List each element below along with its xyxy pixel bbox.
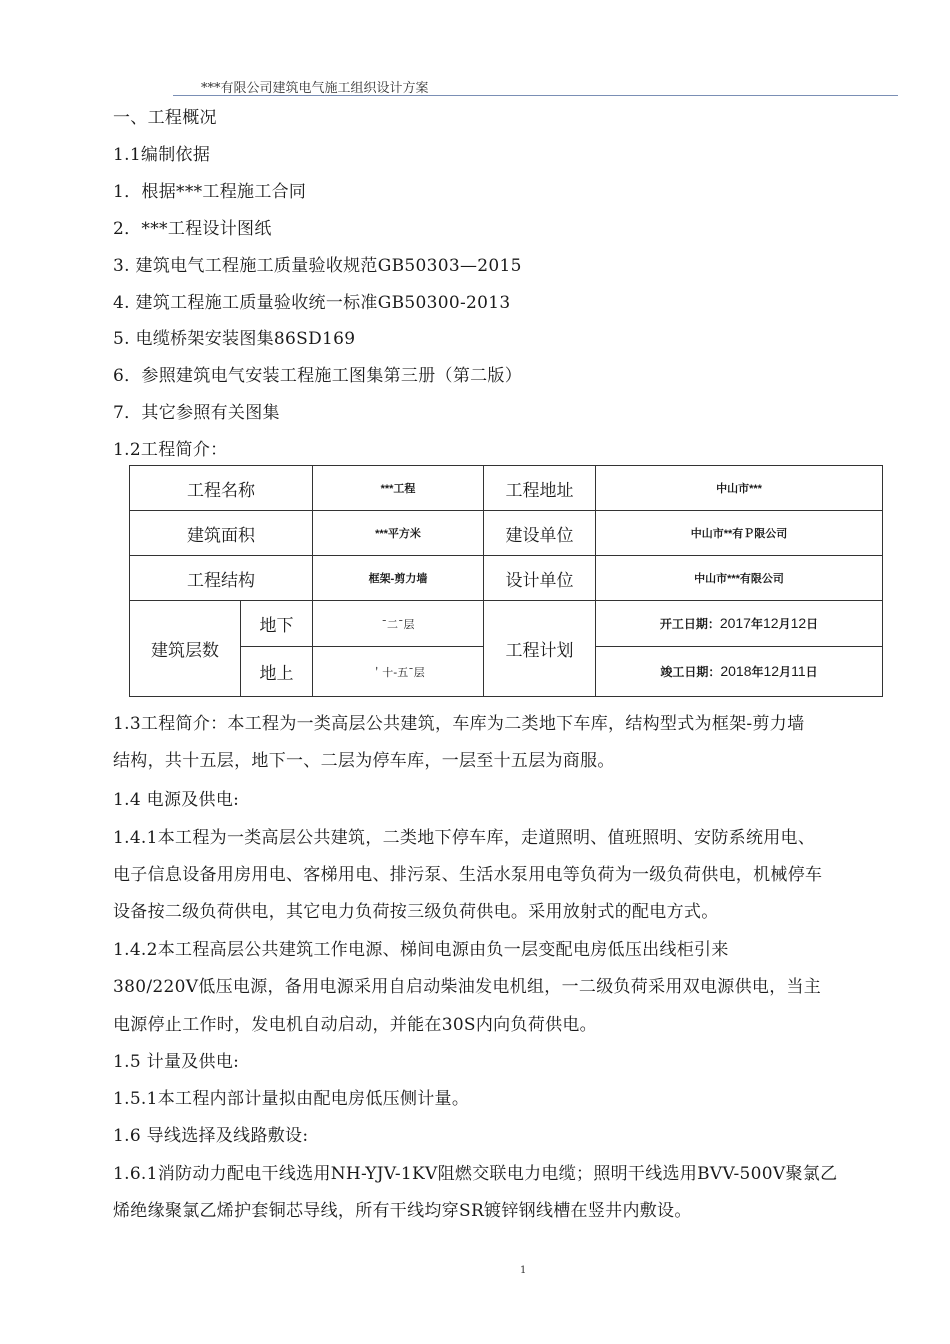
design-unit-label: 设计单位 (484, 556, 596, 601)
running-header: ***有限公司建筑电气施工组织设计方案 (201, 81, 429, 96)
para-1-4-2-line-3: 电源停止工作时，发电机自动启动，并能在30S内向负荷供电。 (113, 1015, 597, 1035)
schedule-label: 工程计划 (484, 601, 596, 697)
end-date (596, 647, 883, 697)
project-info-table (129, 465, 883, 697)
builder-unit-label: 建设单位 (484, 511, 596, 556)
basis-item-3: 3. 建筑电气工程施工质量验收规范GB50303—2015 (113, 256, 522, 276)
start-date-part: 开工日期： (659, 617, 720, 631)
start-date (596, 601, 883, 647)
below-ground-value: ˉ二ˉ层 (313, 601, 484, 647)
project-name-value: ***工程 (313, 466, 484, 511)
structure-value: 框架-剪力墙 (313, 556, 484, 601)
para-1-6-1-line-1: 1.6.1消防动力配电干线选用NH-YJV-1KV阻燃交联电力电缆；照明干线选用BVV-500V聚氯乙 (113, 1164, 838, 1184)
end-date-part: 日 (805, 665, 818, 679)
start-date-part: 12 (790, 615, 807, 631)
section-1-4-title: 1.4 电源及供电: (113, 790, 240, 810)
end-date-part: 2018 (720, 663, 752, 679)
para-1-5-1: 1.5.1本工程内部计量拟由配电房低压侧计量。 (113, 1089, 470, 1109)
basis-title: 1.1编制依据 (113, 145, 211, 165)
design-unit-value: 中山市***有限公司 (596, 556, 883, 601)
section-1-5-title: 1.5 计量及供电: (113, 1052, 240, 1072)
page-number: 1 (520, 1265, 527, 1276)
basis-item-7: 7．其它参照有关图集 (113, 403, 280, 423)
start-date-part: 2017 (719, 615, 751, 631)
para-1-4-2-line-1: 1.4.2本工程高层公共建筑工作电源、梯间电源由负一层变配电房低压出线柜引来 (113, 940, 729, 960)
start-date-part: 年 (750, 617, 763, 631)
above-ground-label: 地上 (241, 647, 313, 697)
above-ground-value: ＇十-五ˉ层 (313, 647, 484, 697)
floors-label: 建筑层数 (130, 601, 241, 697)
section-1-6-title: 1.6 导线选择及线路敷设: (113, 1126, 309, 1146)
basis-item-2: 2．***工程设计图纸 (113, 219, 272, 239)
section-title: 一、工程概况 (113, 108, 217, 128)
para-1-3-line-2: 结构，共十五层，地下一、二层为停车库，一层至十五层为商服。 (113, 751, 615, 771)
para-1-3-line-1: 1.3工程简介：本工程为一类高层公共建筑，车库为二类地下车库，结构型式为框架-剪力墙 (113, 714, 805, 734)
end-date-part: 月 (779, 665, 792, 679)
basis-item-6: 6．参照建筑电气安装工程施工图集第三册（第二版） (113, 366, 523, 386)
header-rule (173, 95, 898, 96)
project-address-value: 中山市*** (596, 466, 883, 511)
end-date-part: 11 (791, 663, 806, 679)
para-1-4-1-line-1: 1.4.1本工程为一类高层公共建筑，二类地下停车库，走道照明、值班照明、安防系统用电、 (113, 828, 816, 848)
builder-unit-value: 中山市**有Ｐ限公司 (596, 511, 883, 556)
para-1-4-1-line-3: 设备按二级负荷供电，其它电力负荷按三级负荷供电。采用放射式的配电方式。 (113, 902, 719, 922)
project-address-label: 工程地址 (484, 466, 596, 511)
para-1-4-1-line-2: 电子信息设备用房用电、客梯用电、排污泵、生活水泵用电等负荷为一级负荷供电，机械停车 (113, 865, 823, 885)
para-1-6-1-line-2: 烯绝缘聚氯乙烯护套铜芯导线，所有干线均穿SR镀锌钢线槽在竖井内敷设。 (113, 1201, 692, 1221)
end-date-part: 年 (751, 665, 764, 679)
para-1-4-2-line-2: 380/220V低压电源，备用电源采用自启动柴油发电机组，一二级负荷采用双电源供电，当主 (113, 977, 822, 997)
project-name-label: 工程名称 (130, 466, 313, 511)
building-area-value: ***平方米 (313, 511, 484, 556)
end-date-part: 竣工日期： (660, 665, 721, 679)
building-area-label: 建筑面积 (130, 511, 313, 556)
start-date-part: 12 (763, 615, 779, 631)
start-date-part: 月 (778, 617, 791, 631)
end-date-part: 12 (763, 663, 780, 679)
below-ground-label: 地下 (241, 601, 313, 647)
intro-title: 1.2工程简介： (113, 440, 228, 460)
basis-item-1: 1．根据***工程施工合同 (113, 182, 307, 202)
basis-item-4: 4. 建筑工程施工质量验收统一标准GB50300-2013 (113, 293, 511, 313)
start-date-part: 日 (806, 617, 819, 631)
structure-label: 工程结构 (130, 556, 313, 601)
basis-item-5: 5. 电缆桥架安装图集86SD169 (113, 329, 356, 349)
